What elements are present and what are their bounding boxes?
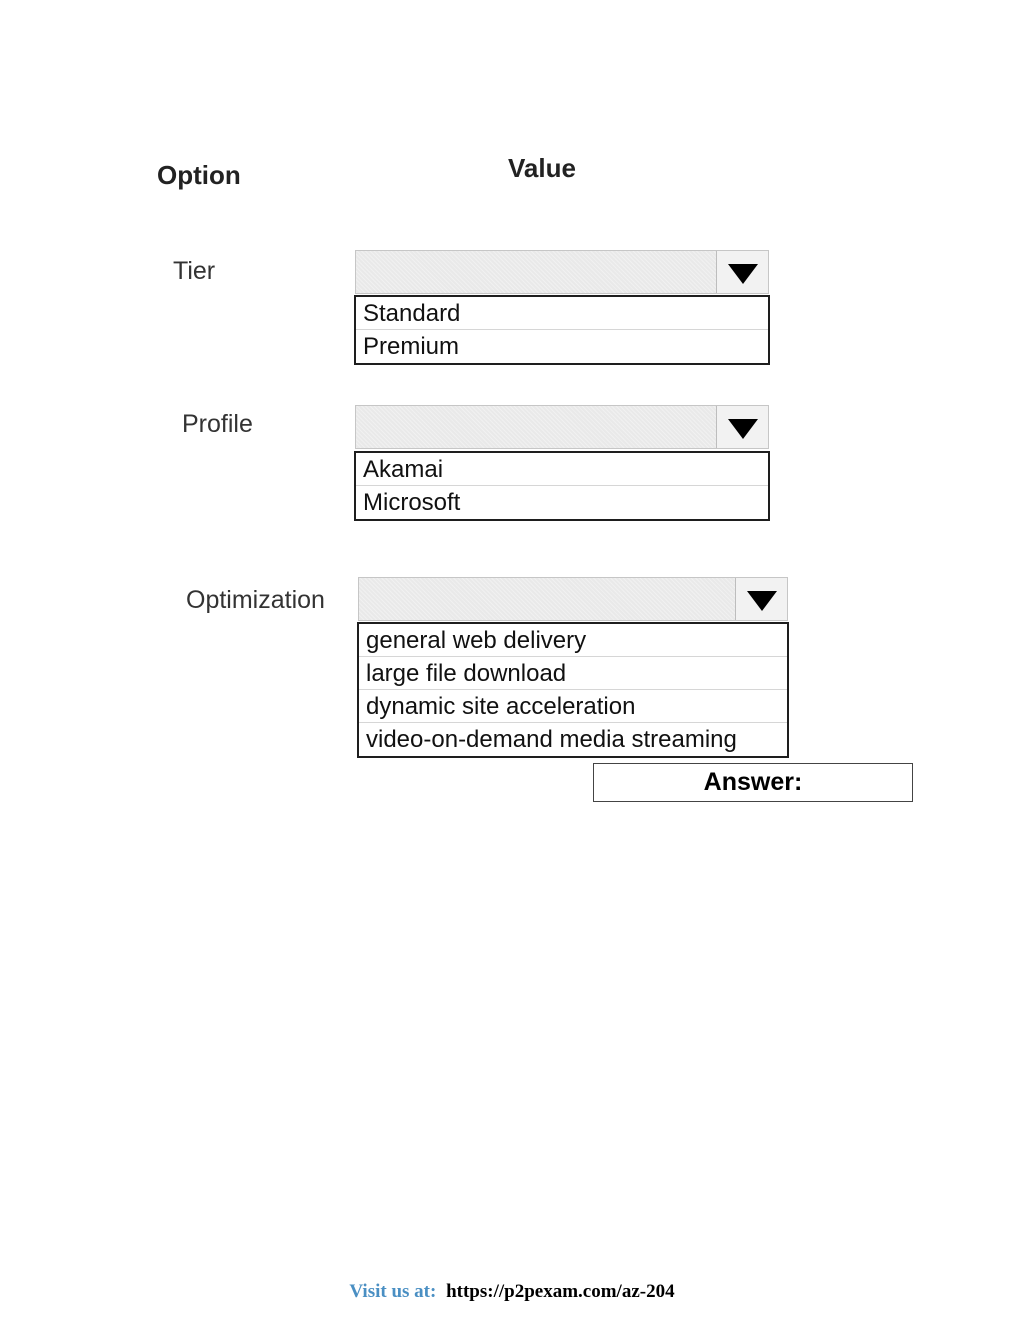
optimization-option-list [357, 622, 789, 758]
tier-dropdown[interactable] [355, 250, 769, 294]
optimization-option-general-web-delivery[interactable]: general web delivery [359, 624, 787, 657]
optimization-option-dynamic-site-acceleration[interactable]: dynamic site acceleration [359, 690, 787, 723]
footer-url-link[interactable]: https://p2pexam.com/az-204 [446, 1281, 675, 1302]
profile-label: Profile [182, 410, 253, 438]
optimization-option-large-file-download[interactable]: large file download [359, 657, 787, 690]
optimization-dropdown[interactable] [358, 577, 788, 621]
chevron-down-icon[interactable] [735, 578, 787, 620]
footer-prefix: Visit us at: [349, 1281, 437, 1302]
tier-label: Tier [173, 257, 216, 285]
answer-box: Answer: [593, 763, 913, 802]
tier-option-list [354, 295, 770, 365]
column-header-option: Option [157, 160, 241, 190]
tier-option-standard[interactable]: Standard [356, 297, 768, 330]
chevron-down-icon[interactable] [716, 251, 768, 293]
column-header-value: Value [508, 153, 576, 183]
profile-option-microsoft[interactable]: Microsoft [363, 489, 461, 516]
tier-option-premium[interactable]: Premium [363, 333, 460, 360]
optimization-option-video-on-demand[interactable]: video-on-demand media streaming [366, 726, 737, 753]
profile-dropdown[interactable] [355, 405, 769, 449]
profile-option-akamai[interactable]: Akamai [356, 453, 768, 486]
footer [0, 1281, 1024, 1303]
optimization-label: Optimization [186, 586, 325, 614]
chevron-down-icon[interactable] [716, 406, 768, 448]
profile-option-list [354, 451, 770, 521]
